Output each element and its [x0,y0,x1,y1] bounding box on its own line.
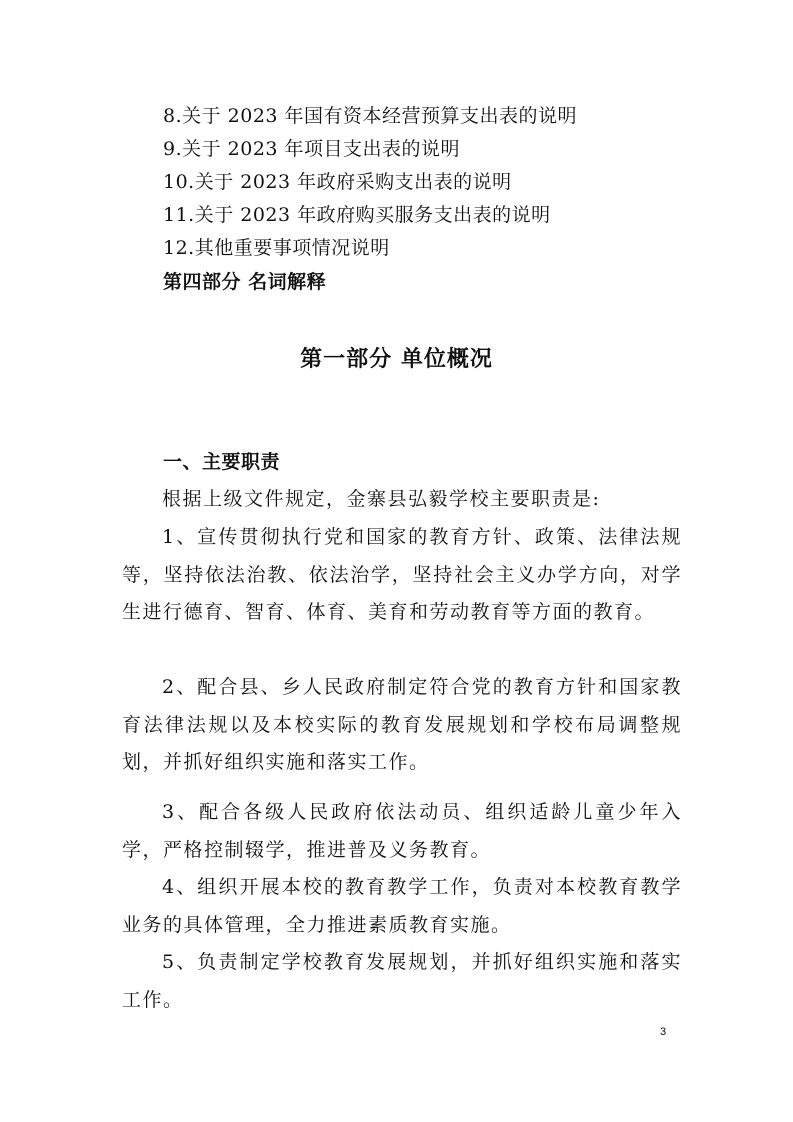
duty-item-3: 3、配合各级人民政府依法动员、组织适龄儿童少年入学，严格控制辍学，推进普及义务教育。 [122,801,682,861]
part1-title: 第一部分 单位概况 [300,347,493,372]
toc-item-9: 9.关于 2023 年项目支出表的说明 [163,138,461,160]
toc-item-11: 11.关于 2023 年政府购买服务支出表的说明 [163,204,551,226]
duties-intro: 根据上级文件规定，金寨县弘毅学校主要职责是: [162,488,601,510]
duty-item-1: 1、宣传贯彻执行党和国家的教育方针、政策、法律法规等，坚持依法治教、依法治学，坚持社会主义办学方向，对学生进行德育、智育、体育、美育和劳动教育等方面的教育。 [122,526,682,623]
toc-part4-heading: 第四部分 名词解释 [163,271,327,293]
duty-item-4: 4、组织开展本校的教育教学工作，负责对本校教育教学业务的具体管理，全力推进素质教育实施。 [122,876,682,936]
toc-item-10: 10.关于 2023 年政府采购支出表的说明 [163,171,512,193]
page-number: 3 [660,1026,667,1038]
section-heading-duties: 一、主要职责 [163,451,281,473]
toc-item-8: 8.关于 2023 年国有资本经营预算支出表的说明 [163,105,578,127]
duty-item-2: 2、配合县、乡人民政府制定符合党的教育方针和国家教育法律法规以及本校实际的教育发展规划和学校布局调整规划，并抓好组织实施和落实工作。 [122,676,682,773]
toc-item-12: 12.其他重要事项情况说明 [163,237,390,259]
duty-item-5: 5、负责制定学校教育发展规划，并抓好组织实施和落实工作。 [122,951,682,1011]
